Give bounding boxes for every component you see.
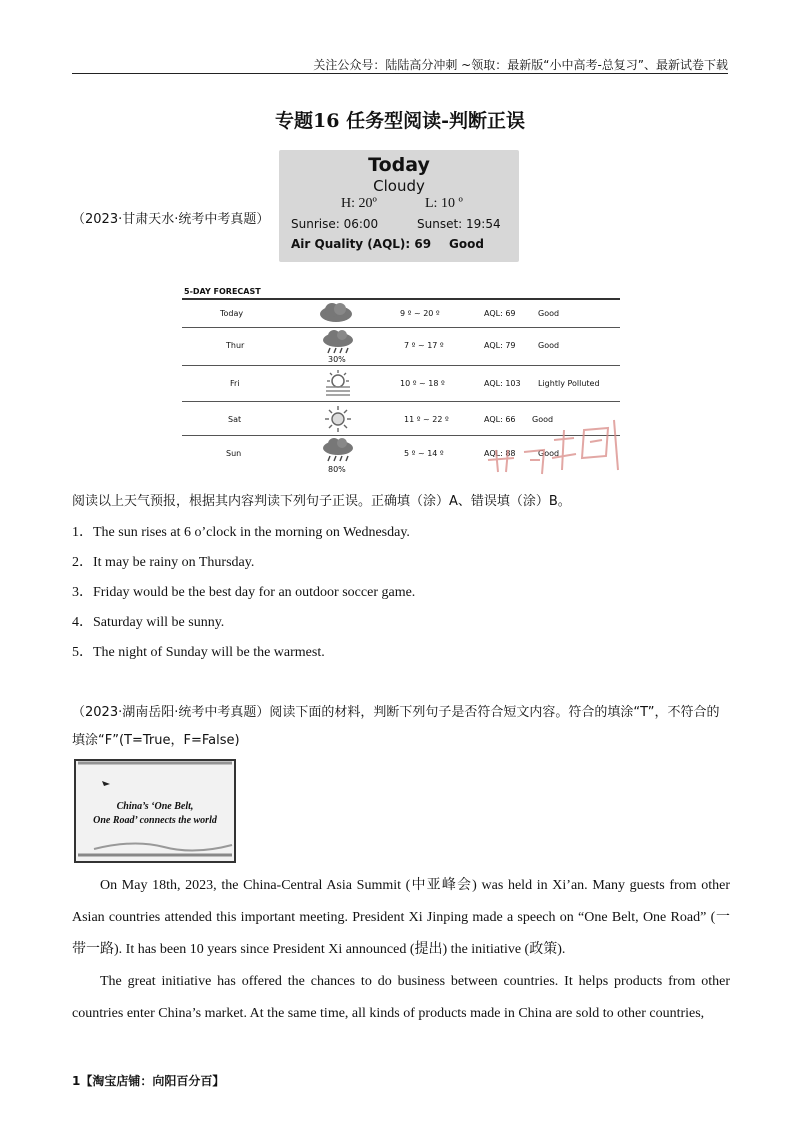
forecast-status: Good [538,341,560,350]
question-1: 1．The sun rises at 6 o’clock in the morning on Wednesday. [72,525,410,540]
passage-paragraph: On May 18th, 2023, the China-Central Asia Summit (中亚峰会) was held in Xi’an. Many guests from other Asian countries attended this important meeting. President Xi Jinping made a speech on “One Belt, One Road” (一带一路). It has been 10 years since President Xi announced (提出) the initiative (政策). [72,878,730,957]
passage-paragraph: The great initiative has offered the chances to do business between countries. It helps products from other countries enter China’s market. At the same time, all kinds of products made in China are sold to other countries, [72,974,730,1021]
forecast-divider [182,401,620,402]
forecast-status: Lightly Polluted [538,379,600,388]
forecast-day: Sun [226,449,242,458]
forecast-day: Fri [230,379,240,388]
forecast-aql: AQL: 88 [484,449,516,458]
forecast-temp: 7 º ~ 17 º [404,341,444,350]
rain-cloud-icon [320,437,356,465]
forecast-status: Good [538,449,560,458]
today-condition: Cloudy [373,177,425,195]
question-2: 2．It may be rainy on Thursday. [72,555,255,570]
forecast-day: Thur [226,341,245,350]
forecast-aql: AQL: 103 [484,379,521,388]
question-4: 4．Saturday will be sunny. [72,615,225,630]
image-caption-line2: One Road’ connects the world [93,815,217,826]
today-air-quality: Air Quality (AQL): 69 [291,237,432,251]
forecast-divider [182,298,620,300]
section2-intro: （2023·湖南岳阳·统考中考真题）阅读下面的材料，判断下列句子是否符合短文内容。符合的填涂“T”，不符合的填涂“F”(T=True，F=False) [72,705,720,748]
forecast-temp: 10 º ~ 18 º [400,379,445,388]
today-sunrise: Sunrise: 06:00 [291,217,379,231]
today-low: L: 10 º [425,196,463,211]
forecast-aql: AQL: 66 [484,415,516,424]
page-header: 关注公众号：陆陆高分冲刺 ~领取：最新版“小中高考-总复习”、最新试卷下载 [313,58,728,72]
watermark-stamp [484,410,624,480]
precip-chance: 80% [328,465,346,474]
instruction: 阅读以上天气预报，根据其内容判读下列句子正误。正确填（涂）A、错误填（涂）B。 [72,494,571,509]
page-footer: 1【淘宝店铺：向阳百分百】 [72,1074,225,1088]
belt-road-image [74,759,236,863]
sun-icon [324,405,352,435]
haze-sun-icon [322,369,354,399]
forecast-aql: AQL: 79 [484,341,516,350]
question-source: （2023·甘肃天水·统考中考真题） [72,212,270,227]
forecast-divider [182,365,620,366]
forecast-aql: AQL: 69 [484,309,516,318]
header-divider [72,73,728,74]
question-3: 3．Friday would be the best day for an outdoor soccer game. [72,585,416,600]
rain-cloud-icon [320,329,356,357]
today-heading: Today [368,154,430,176]
forecast-title: 5-DAY FORECAST [184,287,261,296]
forecast-temp: 11 º ~ 22 º [404,415,449,424]
forecast-row [182,329,620,365]
forecast-row [182,367,620,401]
today-air-status: Good [449,237,484,251]
cloud-icon [318,301,354,325]
forecast-day: Today [220,309,244,318]
image-caption-line1: China’s ‘One Belt, [116,801,194,812]
forecast-status: Good [532,415,554,424]
question-5: 5．The night of Sunday will be the warmest. [72,645,325,660]
forecast-day: Sat [228,415,242,424]
forecast-temp: 9 º ~ 20 º [400,309,440,318]
forecast-status: Good [538,309,560,318]
precip-chance: 30% [328,355,346,364]
today-weather-card [279,150,519,262]
forecast-temp: 5 º ~ 14 º [404,449,444,458]
page-title: 专题16 任务型阅读-判断正误 [275,110,525,132]
today-sunset: Sunset: 19:54 [417,217,501,231]
today-high: H: 20º [341,196,377,211]
